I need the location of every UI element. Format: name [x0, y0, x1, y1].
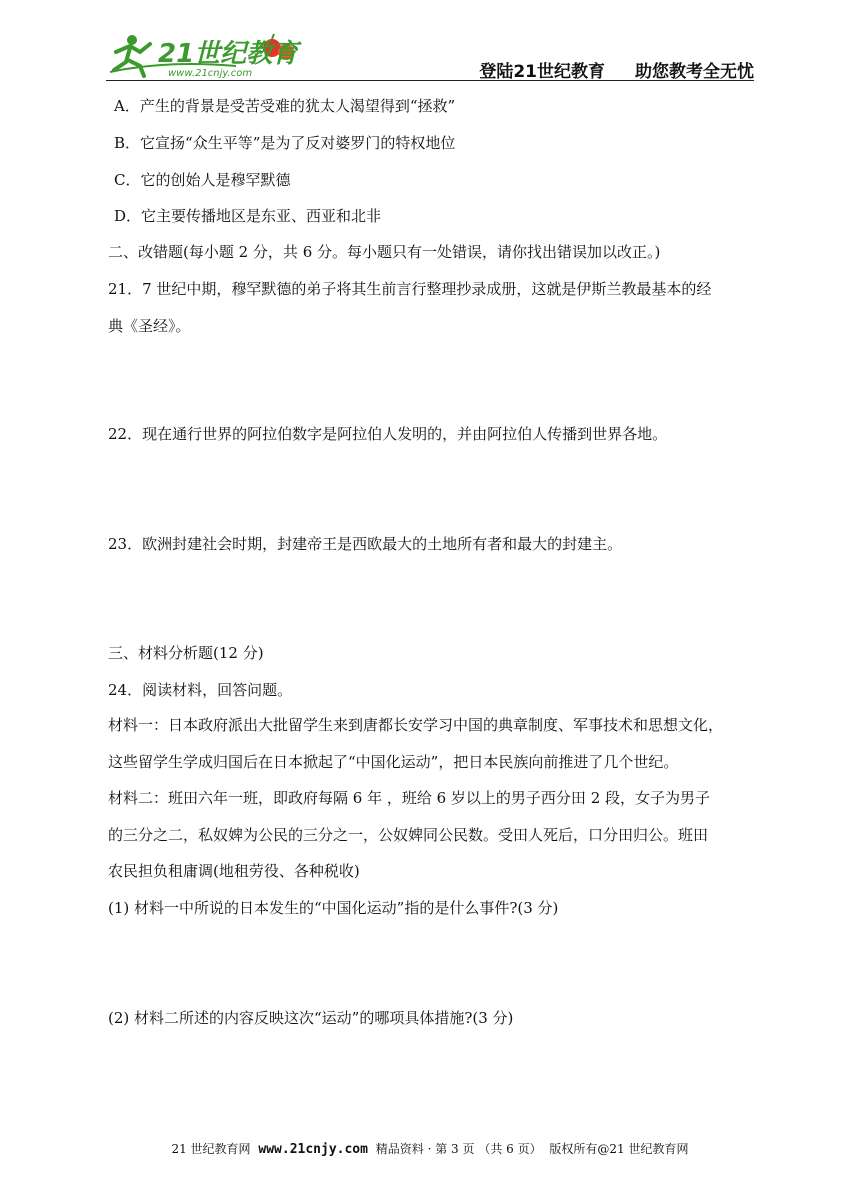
svg-text:www.21cnjy.com: www.21cnjy.com — [168, 68, 253, 79]
footer-site-url[interactable]: www.21cnjy.com — [258, 1142, 368, 1157]
question-24-1: (1) 材料一中所说的日本发生的“中国化运动”指的是什么事件?(3 分) — [108, 899, 559, 917]
option-b: B．它宣扬“众生平等”是为了反对婆罗门的特权地位 — [114, 134, 456, 152]
question-21-line-2: 典《圣经》。 — [108, 317, 191, 335]
material-1-line-1: 材料一：日本政府派出大批留学生来到唐都长安学习中国的典章制度、军事技术和思想文化， — [108, 716, 724, 734]
question-23: 23．欧洲封建社会时期，封建帝王是西欧最大的土地所有者和最大的封建主。 — [108, 535, 623, 553]
slogan-left: 登陆21世纪教育 — [479, 62, 605, 82]
question-21-line-1: 21．7 世纪中期，穆罕默德的弟子将其生前言行整理抄录成册，这就是伊斯兰教最基本的经 — [108, 280, 712, 298]
question-22: 22．现在通行世界的阿拉伯数字是阿拉伯人发明的，并由阿拉伯人传播到世界各地。 — [108, 425, 668, 443]
section-3-title: 三、材料分析题(12 分) — [108, 644, 264, 662]
site-logo — [106, 30, 306, 80]
material-2-line-3: 农民担负租庸调(地租劳役、各种税收) — [108, 862, 360, 880]
slogan-right: 助您教考全无忧 — [635, 62, 754, 82]
page-header — [106, 30, 754, 82]
material-2-line-1: 材料二：班田六年一班，即政府每隔 6 年 ，班给 6 岁以上的男子西分田 2 段，女子为男子 — [108, 789, 711, 807]
option-a: A．产生的背景是受苦受难的犹太人渴望得到“拯救” — [114, 97, 456, 115]
page-footer — [0, 1140, 860, 1157]
footer-page-info: 精品资料 · 第 3 页 （共 6 页） — [375, 1142, 542, 1156]
header-divider — [106, 80, 754, 81]
logo-graphic — [106, 30, 306, 80]
svg-text:21世纪教育: 21世纪教育 — [158, 39, 299, 69]
question-24: 24．阅读材料，回答问题。 — [108, 681, 293, 699]
material-1-line-2: 这些留学生学成归国后在日本掀起了“中国化运动”，把日本民族向前推进了几个世纪。 — [108, 753, 679, 771]
header-slogan — [479, 57, 754, 82]
option-d: D．它主要传播地区是东亚、西亚和北非 — [114, 207, 382, 225]
question-24-2: (2) 材料二所述的内容反映这次“运动”的哪项具体措施?(3 分) — [108, 1009, 514, 1027]
footer-copyright: 版权所有@21 世纪教育网 — [549, 1142, 689, 1156]
material-2-line-2: 的三分之二，私奴婢为公民的三分之一，公奴婢同公民数。受田人死后，口分田归公。班田 — [108, 826, 709, 844]
section-2-title: 二、改错题(每小题 2 分，共 6 分。每小题只有一处错误，请你找出错误加以改正。) — [108, 243, 661, 261]
option-c: C．它的创始人是穆罕默德 — [114, 171, 291, 189]
footer-site-name: 21 世纪教育网 — [171, 1142, 251, 1156]
